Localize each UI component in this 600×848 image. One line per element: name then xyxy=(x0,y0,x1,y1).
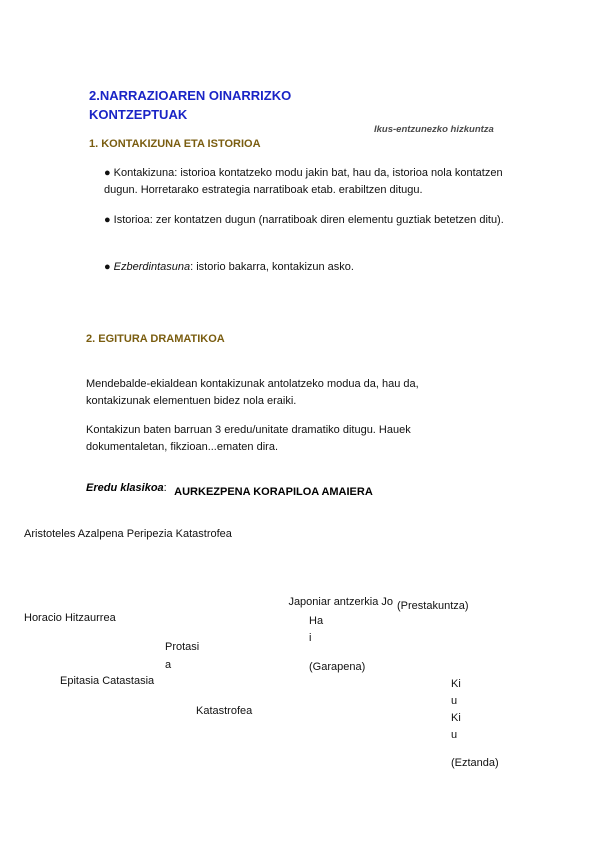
section-2-paragraph-2: Kontakizun baten barruan 3 eredu/unitate dramatiko ditugu. Hauek dokumentaletan, fikzioan...ematen dira. xyxy=(86,424,411,453)
eztanda-cell: (Eztanda) xyxy=(451,757,499,769)
epitasia-cell: Epitasia Catastasia xyxy=(60,675,155,687)
classic-model-line xyxy=(86,478,373,496)
subject-tag: Ikus-entzunezko hizkuntza xyxy=(374,124,494,135)
section-1-heading: 1. KONTAKIZUNA ETA ISTORIOA xyxy=(89,138,261,150)
classic-model-parts: AURKEZPENA KORAPILOA AMAIERA xyxy=(174,486,373,498)
protasi-a-cell: a xyxy=(165,659,172,671)
term-istorioa: Istorioa xyxy=(113,214,150,226)
bullet-icon: ● xyxy=(104,167,111,179)
katastrofea-cell: Katastrofea xyxy=(196,705,253,717)
def-kontakizuna: : istorioa kontatzeko modu jakin bat, hau da, istorioa nola kontatzen dugun. Horretarako estrategia narratiboak etab. erabiltzen ditugu. xyxy=(104,167,503,196)
japanese-theatre-clip xyxy=(288,594,393,612)
i-cell: i xyxy=(309,632,312,644)
ki-cell-2: Ki xyxy=(451,712,461,724)
horacio-row: Horacio Hitzaurrea xyxy=(24,612,116,624)
page-title: 2.NARRAZIOAREN OINARRIZKO KONTZEPTUAK xyxy=(89,88,292,122)
bullet-istorioa xyxy=(104,212,504,229)
ki-cell-1: Ki xyxy=(451,678,461,690)
section-2-heading: 2. EGITURA DRAMATIKOA xyxy=(86,333,225,345)
japanese-theatre-cell: Japoniar antzerkia Jo xyxy=(288,596,393,608)
u-cell-2: u xyxy=(451,729,458,741)
bullet-ezberdintasuna xyxy=(104,259,359,276)
section-2-paragraph-1: Mendebalde-ekialdean kontakizunak antolatzeko modua da, hau da, kontakizunak elementuen bidez nola eraiki. xyxy=(86,378,419,407)
garapena-cell: (Garapena) xyxy=(309,661,366,673)
aristoteles-row: Aristoteles Azalpena Peripezia Katastrofea xyxy=(24,528,232,540)
term-kontakizuna: Kontakizuna xyxy=(113,167,175,179)
ha-cell: Ha xyxy=(309,615,324,627)
prestakuntza-cell: (Prestakuntza) xyxy=(397,600,469,612)
classic-model-label: Eredu klasikoa xyxy=(86,482,164,494)
bullet-icon: ● xyxy=(104,214,111,226)
def-istorioa: : zer kontatzen dugun (narratiboak diren elementu guztiak betetzen ditu). xyxy=(149,214,504,226)
u-cell-1: u xyxy=(451,695,458,707)
term-ezberdintasuna: Ezberdintasuna xyxy=(113,261,191,273)
protasi-cell: Protasi xyxy=(165,641,200,653)
classic-model-colon: : xyxy=(163,482,167,494)
bullet-kontakizuna xyxy=(104,165,504,199)
bullet-icon: ● xyxy=(104,261,111,273)
def-ezberdintasuna: : istorio bakarra, kontakizun asko. xyxy=(190,261,354,273)
